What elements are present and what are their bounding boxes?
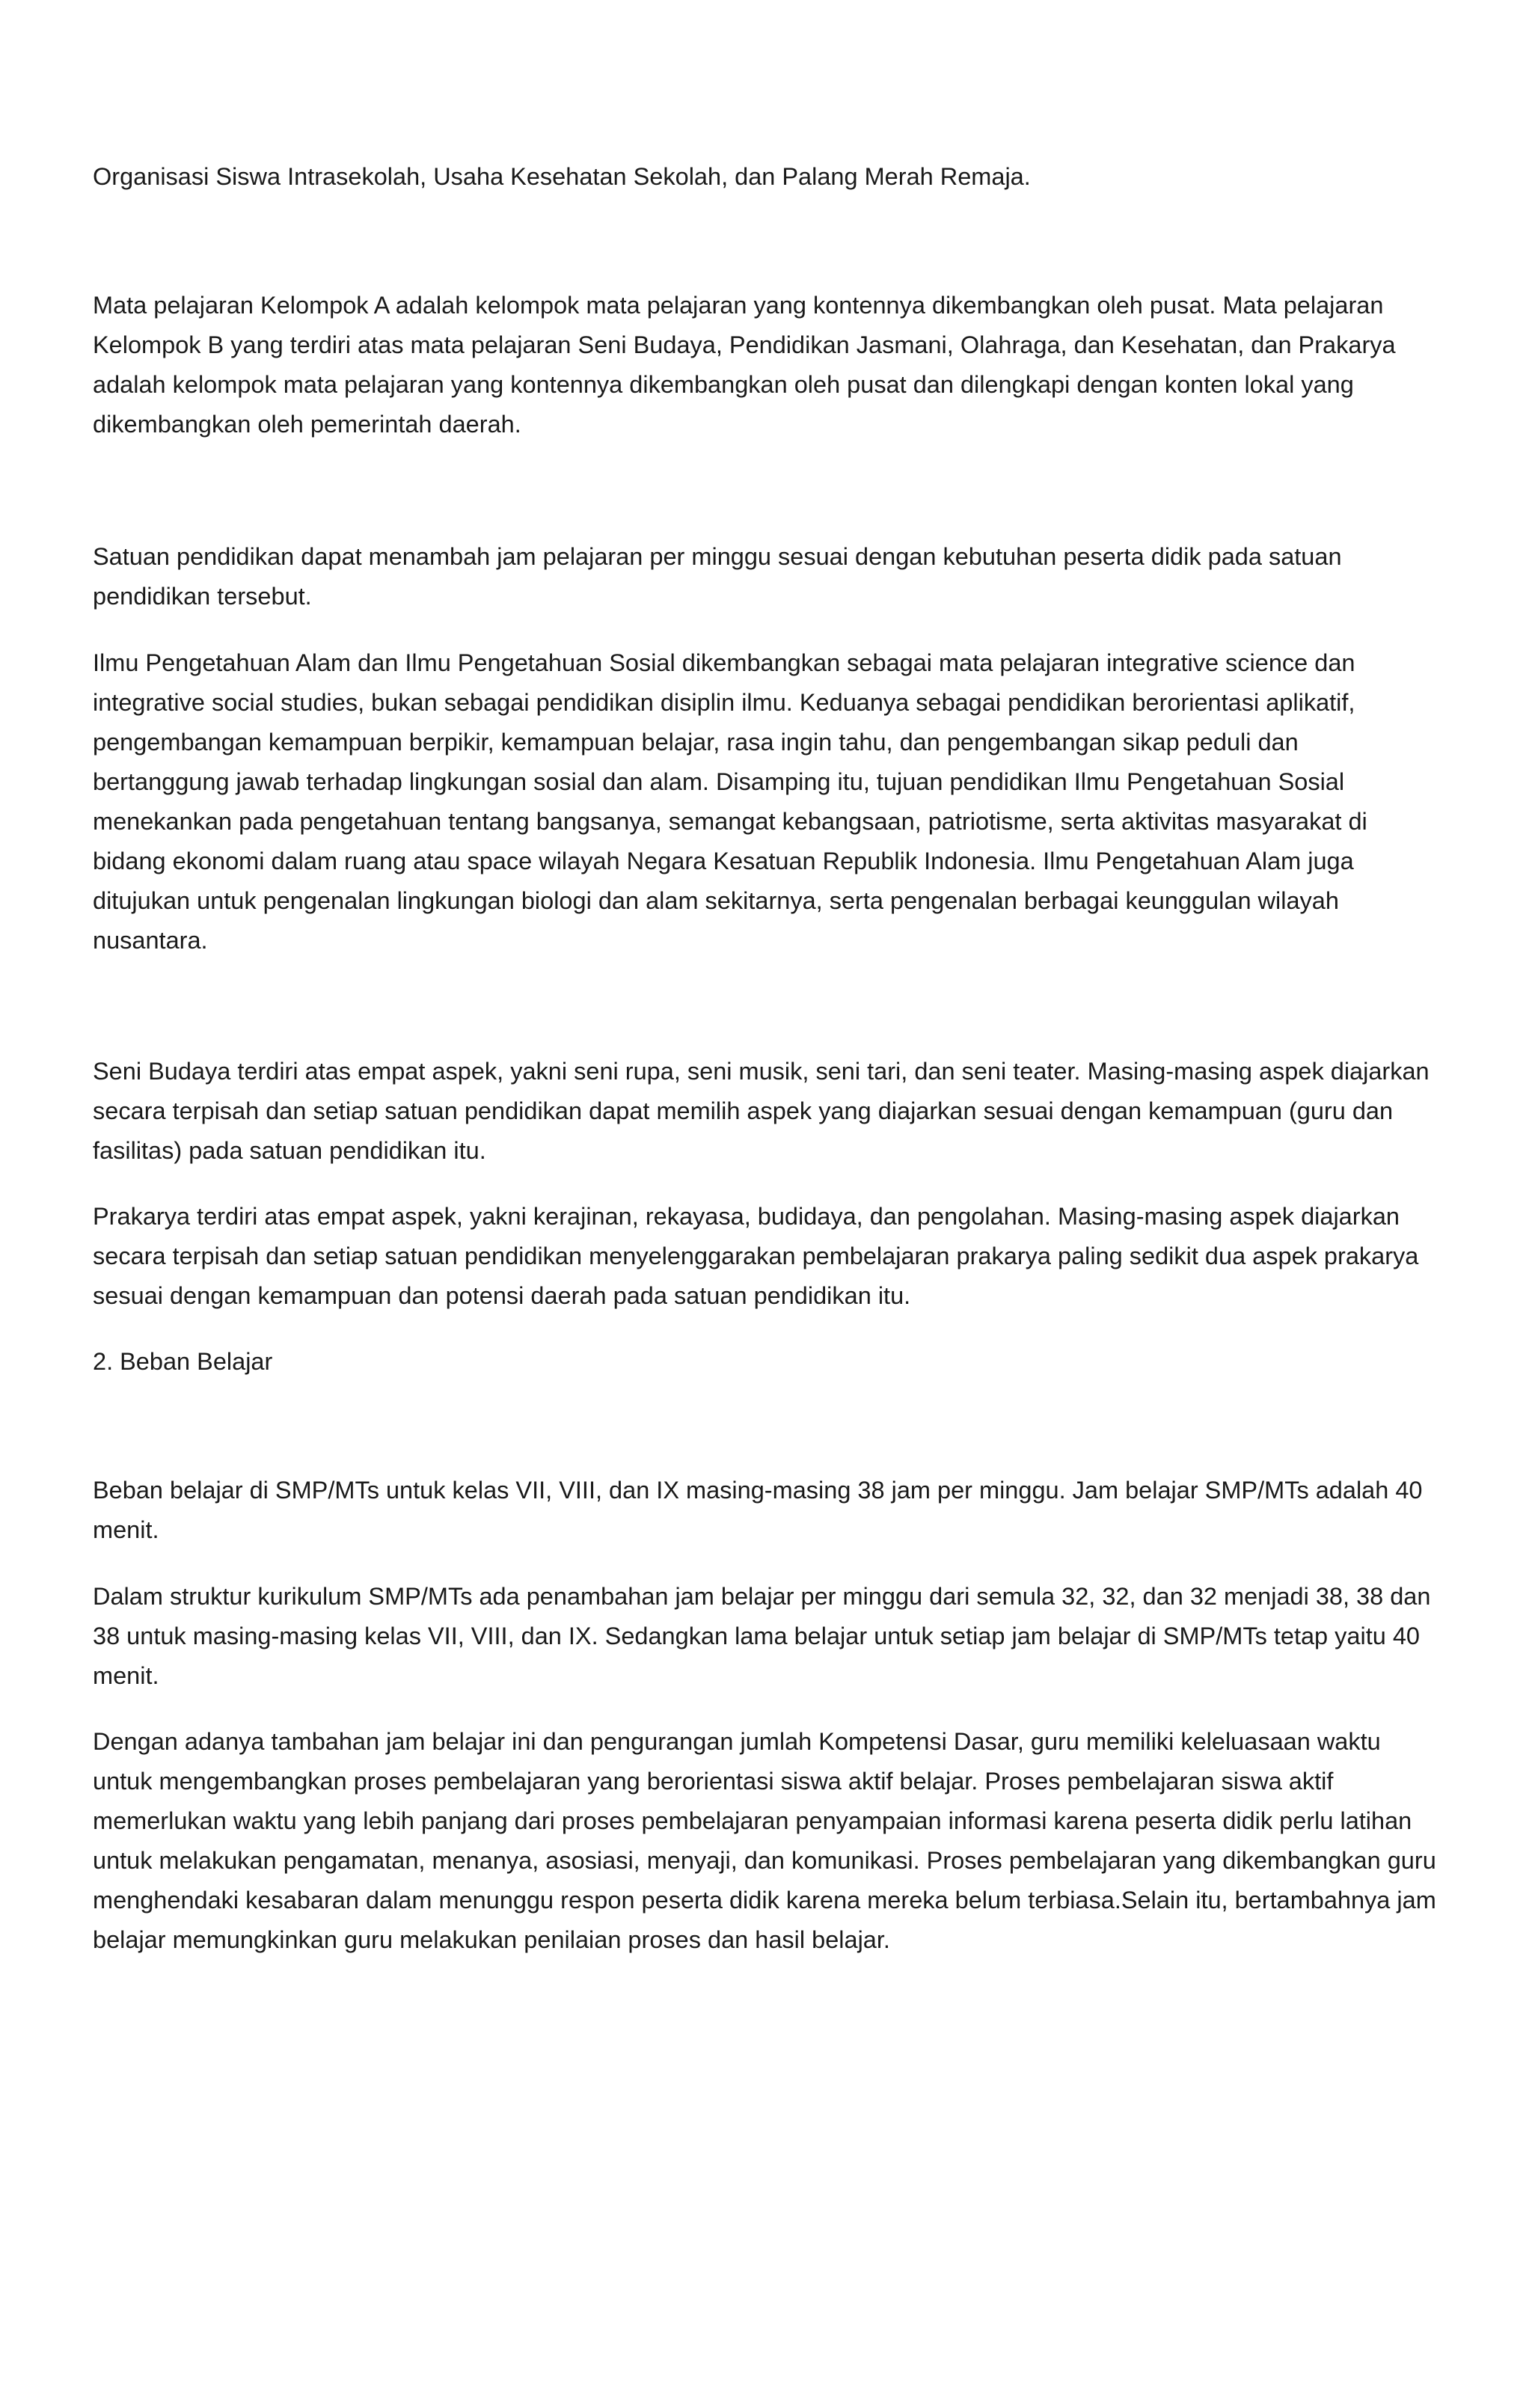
section-heading-beban-belajar: 2. Beban Belajar — [93, 1348, 273, 1375]
paragraph-struktur: Dalam struktur kurikulum SMP/MTs ada penambahan jam belajar per minggu dari semula 32, 32, dan 32 menjadi 38, 38 dan 38 untuk masing-masing kelas VII, VIII, dan IX. Sedangkan lama belajar untuk setiap jam belajar di SMP/MTs tetap yaitu 40 menit. — [93, 1583, 1431, 1689]
paragraph-kelompok: Mata pelajaran Kelompok A adalah kelompok mata pelajaran yang kontennya dikembangkan oleh pusat. Mata pelajaran Kelompok B yang terdiri atas mata pelajaran Seni Budaya, Pendidikan Jasmani, Olahraga, dan Kesehatan, dan Prakarya adalah kelompok mata pelajaran yang kontennya dikembangkan oleh pusat dan dilengkapi dengan konten lokal yang dikembangkan oleh pemerintah daerah. — [93, 292, 1396, 438]
paragraph-seni-budaya: Seni Budaya terdiri atas empat aspek, yakni seni rupa, seni musik, seni tari, dan seni teater. Masing-masing aspek diajarkan secara terpisah dan setiap satuan pendidikan dapat memilih aspek yang diajarkan sesuai dengan kemampuan (guru dan fasilitas) pada satuan pendidikan itu. — [93, 1058, 1430, 1164]
paragraph-prakarya: Prakarya terdiri atas empat aspek, yakni kerajinan, rekayasa, budidaya, dan pengolahan. Masing-masing aspek diajarkan secara terpisah dan setiap satuan pendidikan menyelenggarakan pembelajaran prakarya paling sedikit dua aspek prakarya sesuai dengan kemampuan dan potensi daerah pada satuan pendidikan itu. — [93, 1203, 1419, 1309]
paragraph-tambahan: Dengan adanya tambahan jam belajar ini dan pengurangan jumlah Kompetensi Dasar, guru memiliki keleluasaan waktu untuk mengembangkan proses pembelajaran yang berorientasi siswa aktif belajar. Proses pembelajaran siswa aktif memerlukan waktu yang lebih panjang dari proses pembelajaran penyampaian informasi karena peserta didik perlu latihan untuk melakukan pengamatan, menanya, asosiasi, menyaji, dan komunikasi. Proses pembelajaran yang dikembangkan guru menghendaki kesabaran dalam menunggu respon peserta didik karena mereka belum terbiasa.Selain itu, bertambahnya jam belajar memungkinkan guru melakukan penilaian proses dan hasil belajar. — [93, 1728, 1436, 1953]
paragraph-ipa-ips: Ilmu Pengetahuan Alam dan Ilmu Pengetahuan Sosial dikembangkan sebagai mata pelajaran integrative science dan integrative social studies, bukan sebagai pendidikan disiplin ilmu. Keduanya sebagai pendidikan berorientasi aplikatif, pengembangan kemampuan berpikir, kemampuan belajar, rasa ingin tahu, dan pengembangan sikap peduli dan bertanggung jawab terhadap lingkungan sosial dan alam. Disamping itu, tujuan pendidikan Ilmu Pengetahuan Sosial menekankan pada pengetahuan tentang bangsanya, semangat kebangsaan, patriotisme, serta aktivitas masyarakat di bidang ekonomi dalam ruang atau space wilayah Negara Kesatuan Republik Indonesia. Ilmu Pengetahuan Alam juga ditujukan untuk pengenalan lingkungan biologi dan alam sekitarnya, serta pengenalan berbagai keunggulan wilayah nusantara. — [93, 649, 1367, 954]
paragraph-beban: Beban belajar di SMP/MTs untuk kelas VII, VIII, dan IX masing-masing 38 jam per minggu. Jam belajar SMP/MTs adalah 40 menit. — [93, 1477, 1423, 1543]
paragraph-satuan: Satuan pendidikan dapat menambah jam pelajaran per minggu sesuai dengan kebutuhan peserta didik pada satuan pendidikan tersebut. — [93, 543, 1342, 610]
paragraph-intro: Organisasi Siswa Intrasekolah, Usaha Kesehatan Sekolah, dan Palang Merah Remaja. — [93, 163, 1031, 190]
